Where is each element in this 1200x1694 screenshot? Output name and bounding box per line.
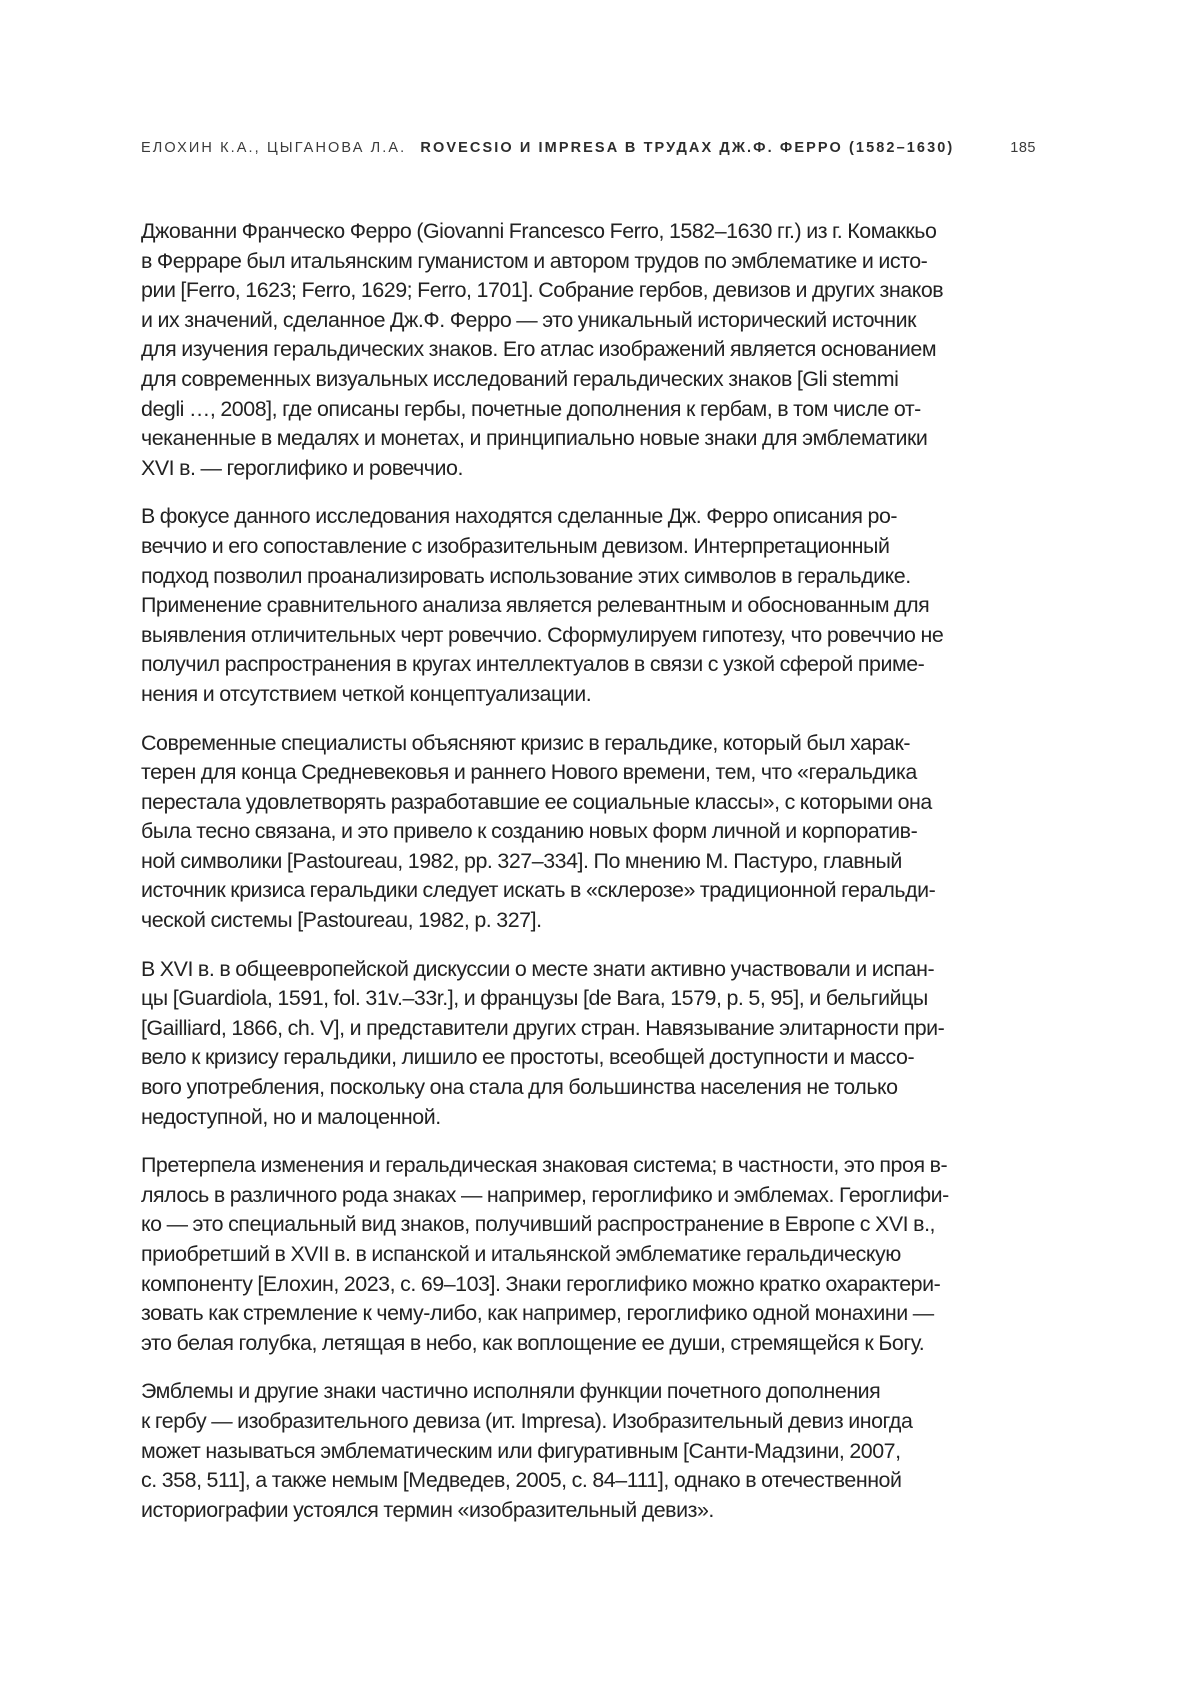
running-head-authors: ЕЛОХИН К.А., ЦЫГАНОВА Л.А. — [141, 140, 406, 156]
text-line: вело к кризису геральдики, лишило ее простоты, всеобщей доступности и массо- — [141, 1043, 1031, 1073]
page-number: 185 — [1010, 140, 1036, 156]
text-line: В XVI в. в общеевропейской дискуссии о месте знати активно участвовали и испан- — [141, 955, 1031, 985]
text-line: [Gailliard, 1866, ch. V], и представители других стран. Навязывание элитарности при- — [141, 1014, 1031, 1044]
text-line: историографии устоялся термин «изобразительный девиз». — [141, 1496, 1031, 1526]
text-line: была тесно связана, и это привело к созданию новых форм личной и корпоратив- — [141, 817, 1031, 847]
running-head — [141, 140, 1036, 162]
text-line: рии [Ferro, 1623; Ferro, 1629; Ferro, 1701]. Собрание гербов, девизов и других знаков — [141, 276, 1031, 306]
text-line: к гербу — изобразительного девиза (ит. Impresa). Изобразительный девиз иногда — [141, 1407, 1031, 1437]
text-line: ной символики [Pastoureau, 1982, pp. 327–334]. По мнению М. Пастуро, главный — [141, 847, 1031, 877]
article-body — [141, 217, 1031, 1544]
page — [0, 0, 1200, 1694]
paragraph — [141, 1377, 1031, 1525]
text-line: Применение сравнительного анализа является релевантным и обоснованным для — [141, 591, 1031, 621]
text-line: нения и отсутствием четкой концептуализации. — [141, 680, 1031, 710]
text-line: может называться эмблематическим или фигуративным [Санти-Мадзини, 2007, — [141, 1437, 1031, 1467]
text-line: с. 358, 511], а также немым [Медведев, 2005, с. 84–111], однако в отечественной — [141, 1466, 1031, 1496]
running-head-title: ROVECSIO И IMPRESA В ТРУДАХ ДЖ.Ф. ФЕРРО (1582–1630) — [420, 140, 954, 156]
text-line: В фокусе данного исследования находятся сделанные Дж. Ферро описания ро- — [141, 502, 1031, 532]
text-line: Претерпела изменения и геральдическая знаковая система; в частности, это проя в- — [141, 1151, 1031, 1181]
paragraph — [141, 217, 1031, 483]
text-line: терен для конца Средневековья и раннего Нового времени, тем, что «геральдика — [141, 758, 1031, 788]
text-line: недоступной, но и малоценной. — [141, 1103, 1031, 1133]
text-line: Современные специалисты объясняют кризис в геральдике, который был харак- — [141, 729, 1031, 759]
text-line: компоненту [Елохин, 2023, с. 69–103]. Знаки героглифико можно кратко охарактери- — [141, 1270, 1031, 1300]
text-line: в Ферраре был итальянским гуманистом и автором трудов по эмблематике и исто- — [141, 247, 1031, 277]
text-line: подход позволил проанализировать использование этих символов в геральдике. — [141, 562, 1031, 592]
text-line: получил распространения в кругах интеллектуалов в связи с узкой сферой приме- — [141, 650, 1031, 680]
text-line: лялось в различного рода знаках — например, героглифико и эмблемах. Героглифи- — [141, 1181, 1031, 1211]
text-line: ко — это специальный вид знаков, получивший распространение в Европе с XVI в., — [141, 1210, 1031, 1240]
paragraph — [141, 1151, 1031, 1358]
text-line: чеканенные в медалях и монетах, и принципиально новые знаки для эмблематики — [141, 424, 1031, 454]
paragraph — [141, 955, 1031, 1133]
text-line: degli …, 2008], где описаны гербы, почетные дополнения к гербам, в том числе от- — [141, 395, 1031, 425]
text-line: для современных визуальных исследований геральдических знаков [Gli stemmi — [141, 365, 1031, 395]
text-line: приобретший в XVII в. в испанской и итальянской эмблематике геральдическую — [141, 1240, 1031, 1270]
text-line: и их значений, сделанное Дж.Ф. Ферро — это уникальный исторический источник — [141, 306, 1031, 336]
text-line: выявления отличительных черт ровеччио. Сформулируем гипотезу, что ровеччио не — [141, 621, 1031, 651]
text-line: перестала удовлетворять разработавшие ее социальные классы», с которыми она — [141, 788, 1031, 818]
text-line: для изучения геральдических знаков. Его атлас изображений является основанием — [141, 335, 1031, 365]
paragraph — [141, 502, 1031, 709]
text-line: вого употребления, поскольку она стала для большинства населения не только — [141, 1073, 1031, 1103]
text-line: веччио и его сопоставление с изобразительным девизом. Интерпретационный — [141, 532, 1031, 562]
text-line: XVI в. — героглифико и ровеччио. — [141, 454, 1031, 484]
text-line: цы [Guardiola, 1591, fol. 31v.–33r.], и французы [de Bara, 1579, p. 5, 95], и бельгийцы — [141, 984, 1031, 1014]
paragraph — [141, 729, 1031, 936]
text-line: зовать как стремление к чему-либо, как например, героглифико одной монахини — — [141, 1299, 1031, 1329]
text-line: Джованни Франческо Ферро (Giovanni Francesco Ferro, 1582–1630 гг.) из г. Комаккьо — [141, 217, 1031, 247]
text-line: источник кризиса геральдики следует искать в «склерозе» традиционной геральди- — [141, 876, 1031, 906]
text-line: это белая голубка, летящая в небо, как воплощение ее души, стремящейся к Богу. — [141, 1329, 1031, 1359]
text-line: Эмблемы и другие знаки частично исполняли функции почетного дополнения — [141, 1377, 1031, 1407]
text-line: ческой системы [Pastoureau, 1982, p. 327]. — [141, 906, 1031, 936]
